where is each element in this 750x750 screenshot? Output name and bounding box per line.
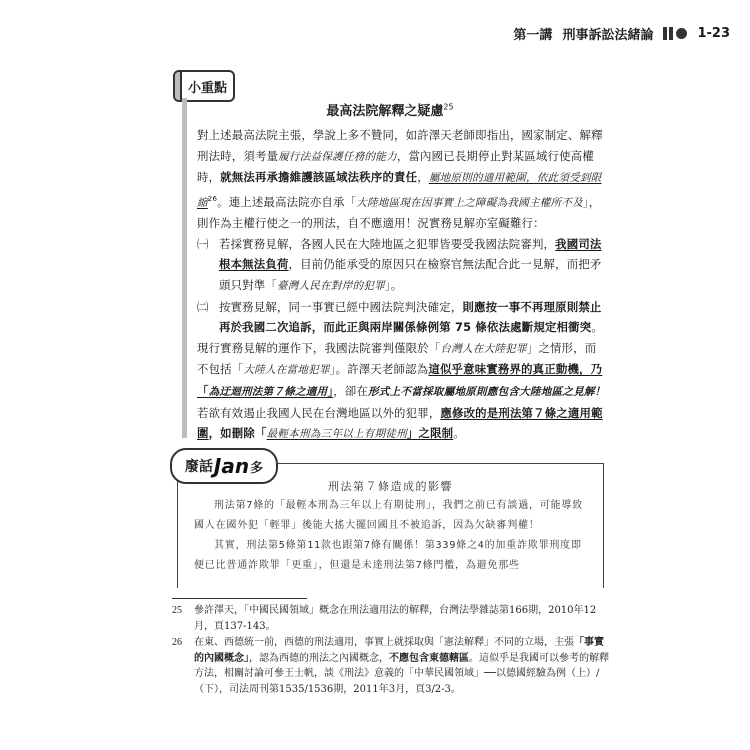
chapter-title: 刑事訴訟法緒論 <box>562 27 654 43</box>
bold-run: 就無法再承擔維護該區域法秩序的責任 <box>220 170 418 185</box>
memo-body <box>194 496 589 576</box>
text-run: 。這似乎是我國可以參考的解釋方法，相關討論可參王士帆，談《刑法》意義的「中華民國領域」──以德國經驗為例（上）/（下），司法周刊第1535/1536期，2011年3月，頁3/2-3。 <box>194 652 609 695</box>
text-run: 。 <box>453 426 465 441</box>
bold-run: 這似乎意味實務界的真正動機，乃「 <box>197 362 603 398</box>
quote-run: 台灣人在大陸犯罪 <box>440 342 527 355</box>
box-title-text: 最高法院解釋之疑慮 <box>326 104 444 119</box>
label-tab-decoration <box>175 72 182 100</box>
text-run: ，目前仍能承受的原因只在檢察官無法配合此一見解，而把矛頭只對準「 <box>219 257 602 292</box>
section-side-bar <box>182 98 187 438</box>
bold-run: 我國司法根本無法負荷 <box>219 236 602 272</box>
text-run: ，如刪除「 <box>208 426 267 441</box>
bold-run: 「事實的內國概念」 <box>194 637 604 664</box>
memo-paragraph-2: 其實，刑法第5條第11款也跟第7條有關係！第339條之4的加重詐欺罪刑度即便已比普通詐欺罪「更重」，但還是未達刑法第7條門檻，為避免那些 <box>194 540 582 571</box>
quote-run: 履行法益保護任務的能力 <box>278 150 397 163</box>
quote-run: 臺灣人民在對岸的犯罪 <box>276 279 385 292</box>
bold-run: 不應包含東德轄區 <box>389 652 469 664</box>
text-run: 。 <box>591 320 603 335</box>
quote-run: 形式上不當採取屬地原則應包含大陸地區之見解！ <box>368 385 606 398</box>
text-run: ，當內國已長期停止對某區域行使高權時， <box>197 148 594 185</box>
box-title <box>290 100 490 119</box>
jan-tag-text-1: 廢話 <box>184 459 213 475</box>
footnote-25 <box>172 603 610 634</box>
memo-title: 刑法第７條造成的影響 <box>328 480 453 493</box>
footnote-ref-25[interactable]: 25 <box>443 102 454 112</box>
footnote-number: 25 <box>172 605 182 616</box>
page-number: 1-23 <box>697 25 730 41</box>
list-item-2 <box>197 297 607 338</box>
quote-run: 最輕本刑為三年以上有期徒刑 <box>266 428 407 441</box>
bold-run: 應修改的是刑法第７條之適用範圍 <box>197 405 603 441</box>
text-run: 」，則作為主權行使之一的刑法，自不應適用！況實務見解亦室礙難行： <box>197 194 601 231</box>
page-header <box>420 20 730 46</box>
memo-paragraph-1: 刑法第7條的「最輕本刑為三年以上有期徒刑」，我們之前已有談過，可能導致國人在國外犯「輕罪」後能大搖大擺回國且不被追訴，因為欠缺審判權！ <box>194 500 584 531</box>
bold-run: 則應按一事不再理原則禁止再於我國二次追訴，而此正與兩岸關係條例第 75 條依法處斷規定相衝突 <box>219 299 602 335</box>
section-label-text: 小重點 <box>188 80 228 96</box>
list-marker: ㈡ <box>197 299 209 314</box>
paragraph-1 <box>197 125 607 234</box>
footnote-ref-26[interactable]: 26 <box>207 194 218 203</box>
footnote-divider <box>172 598 307 599</box>
text-run: 在東、西德統一前，西德的刑法適用，事實上就採取與「憲法解釋」不同的立場，主張 <box>194 637 574 648</box>
text-run: 按實務見解，同一事實已經中國法院判決確定， <box>219 299 463 314</box>
text-run: ，認為西德的刑法之內國概念， <box>249 652 389 664</box>
jan-tag-text-2: Jan <box>213 454 250 478</box>
bold-run: 」 <box>327 383 334 398</box>
main-text <box>197 125 607 445</box>
lecture-label: 第一講 <box>513 27 553 43</box>
text-run: 。連上述最高法院亦自承「 <box>217 194 357 209</box>
footnotes <box>172 603 610 698</box>
text-run: 現行實務見解的運作下，我國法院審判僅限於「 <box>197 340 441 355</box>
bold-run: 」之限制 <box>406 426 454 441</box>
text-run: 對上述最高法院主張，學說上多不贊同，如許澤天老師即指出，國家制定、解釋刑法時，須考量 <box>197 128 603 163</box>
quote-run: 大陸地區現在因事實上之障礙為我國主權所不及 <box>356 196 583 209</box>
quote-run: 大陸人在當地犯罪 <box>243 364 330 377</box>
text-run: 」之情形，而不包括「 <box>197 340 597 377</box>
footnote-text <box>194 635 610 697</box>
text-run: ，卻在 <box>333 383 369 398</box>
text-run: 」。許澤天老師認為 <box>329 362 429 377</box>
text-run: 若欲有效遏止我國人民在台灣地區以外的犯罪， <box>197 405 441 420</box>
quote-run: 屬地原則的適用範圍，依此須受到限縮 <box>197 172 602 209</box>
jan-tag <box>170 448 278 484</box>
text-run: ， <box>417 170 429 185</box>
list-item-1 <box>197 234 607 297</box>
footnote-text: 參許澤天，「中國民國領域」概念在刑法適用法的解釋，台灣法學雜誌第166期，2010年12月，頁137-143。 <box>194 605 597 632</box>
jan-tag-text-3: 多 <box>250 460 264 476</box>
bars-and-dot-icon <box>663 27 687 40</box>
quote-run: 為迂迴刑法第７條之適用 <box>208 385 328 398</box>
list-marker: ㈠ <box>197 236 209 251</box>
text-run: 」。 <box>384 277 403 292</box>
paragraph-2 <box>197 338 607 445</box>
footnote-26 <box>172 635 610 697</box>
text-run: 若採實務見解，各國人民在大陸地區之犯罪皆要受我國法院審判， <box>219 236 556 251</box>
footnote-number: 26 <box>172 637 182 648</box>
